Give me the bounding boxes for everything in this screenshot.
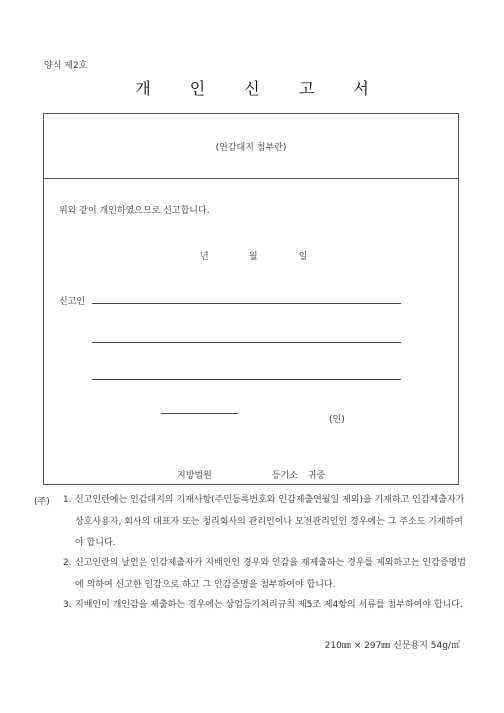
- date-year: 년: [200, 252, 209, 262]
- form-number: 양식 제2호: [44, 61, 88, 71]
- note-number: 3.: [63, 600, 72, 610]
- reporter-line-3: [92, 379, 401, 380]
- honorific: 귀중: [307, 471, 326, 481]
- note-text: 신고인란에는 인감대지의 기재사항(주민등록번호와 인감제출연월일 제외)을 기재하고 인감제출자가 상호사용자, 회사의 대표자 또는 청리회사의 관리인이나 모전관리인인 경우에는 그 주소도 기재하여야 합니다.: [75, 495, 465, 548]
- note-text: 지배인이 개인감을 제출하는 경우에는 상업등기처리규칙 제5조 제4항의 서류를 첨부하여야 합니다.: [75, 600, 463, 610]
- name-line: [161, 413, 238, 414]
- note-item: [63, 553, 469, 596]
- note-number: 2.: [63, 558, 72, 568]
- note-text: 신고인란의 날인은 인감제출자가 지배인인 경우와 인감을 재제출하는 경우를 제외하고는 인감증명법에 의하여 신고한 인감으로 하고 그 인감증명을 첨부하여야 합니다.: [75, 558, 466, 590]
- registry-name: 등기소: [271, 471, 298, 481]
- note-item: [63, 490, 469, 555]
- document-title: 개 인 신 고 서: [135, 79, 386, 98]
- statement-text: 위와 같이 개인하였으므로 신고합니다.: [59, 206, 210, 216]
- seal-mark: (인): [329, 415, 345, 425]
- date-row: [200, 249, 307, 262]
- note-item: [63, 595, 469, 617]
- reporter-line-2: [92, 342, 401, 343]
- paper-spec: 210㎜ × 297㎜ 신문용지 54g/㎡: [324, 641, 460, 651]
- court-name: 지방법원: [177, 471, 212, 481]
- form-frame: [43, 113, 459, 485]
- reporter-label: 신고인: [59, 297, 86, 307]
- court-row: [177, 468, 325, 481]
- note-number: 1.: [63, 495, 72, 505]
- frame-divider: [44, 178, 458, 179]
- seal-area-label: (인감대지 첨부란): [215, 143, 287, 153]
- date-month: 월: [248, 252, 258, 262]
- notes-label: (주): [34, 497, 50, 507]
- reporter-line-1: [92, 303, 401, 304]
- date-day: 일: [298, 252, 308, 262]
